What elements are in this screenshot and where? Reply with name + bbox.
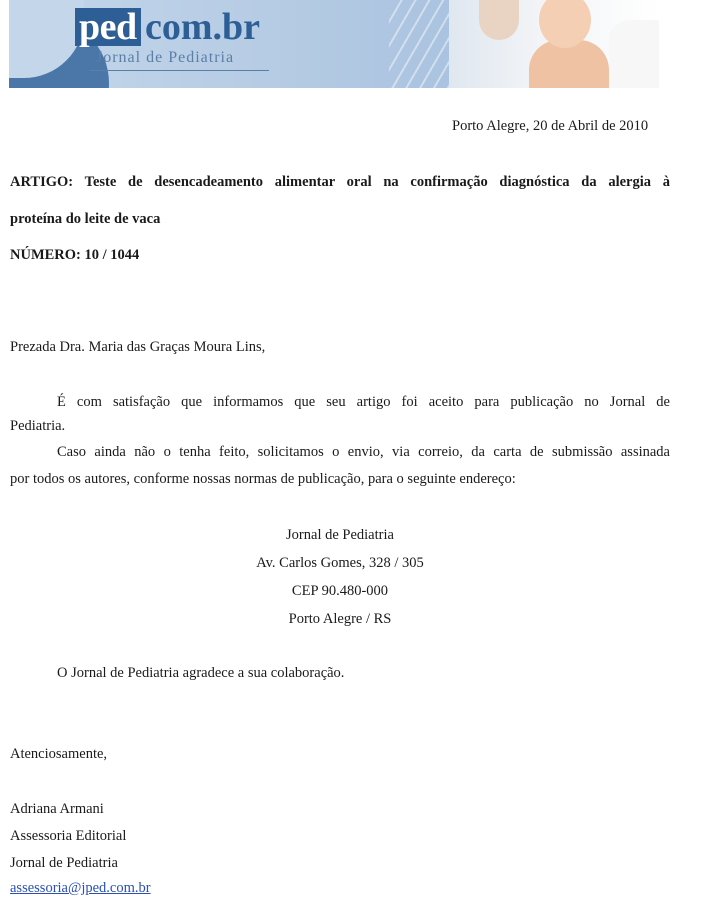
address-line: CEP 90.480-000	[291, 583, 389, 599]
date-line: Porto Alegre, 20 de Abril de 2010	[452, 118, 649, 134]
salutation: Prezada Dra. Maria das Graças Moura Lins,	[10, 339, 266, 355]
paragraph-2-line2: por todos os autores, conforme nossas normas de publicação, para o seguinte endereço:	[10, 471, 516, 487]
signature-org: Jornal de Pediatria	[10, 855, 118, 871]
thanks-line: O Jornal de Pediatria agradece a sua colaboração.	[57, 665, 345, 681]
article-number: NÚMERO: 10 / 1044	[10, 247, 140, 263]
paragraph-1-line1: É com satisfação que informamos que seu artigo foi aceito para publicação no Jornal de	[57, 394, 670, 410]
doctor-coat	[609, 20, 659, 88]
email-link[interactable]: assessoria@jped.com.br	[10, 880, 151, 896]
address-line: Porto Alegre / RS	[288, 611, 392, 627]
logo-subtitle: Jornal de Pediatria	[96, 49, 235, 66]
paragraph-2-line1: Caso ainda não o tenha feito, solicitamos o envio, via correio, da carta de submissão assinada	[57, 444, 670, 460]
logo-com: com.br	[145, 6, 261, 48]
header-banner	[9, 0, 659, 88]
signature-name: Adriana Armani	[10, 801, 104, 817]
address-line: Av. Carlos Gomes, 328 / 305	[256, 555, 424, 571]
article-title-line2: proteína do leite de vaca	[10, 211, 161, 227]
signature-role: Assessoria Editorial	[10, 828, 127, 844]
doctor-hand	[479, 0, 519, 40]
article-title-line1: ARTIGO: Teste de desencadeamento alimentar oral na confirmação diagnóstica da alergia à	[10, 174, 670, 190]
logo-ped: ped	[75, 8, 141, 46]
address-line: Jornal de Pediatria	[286, 527, 394, 543]
logo-underline	[89, 70, 269, 71]
paragraph-1-line2: Pediatria.	[10, 418, 66, 434]
closing: Atenciosamente,	[10, 746, 108, 762]
